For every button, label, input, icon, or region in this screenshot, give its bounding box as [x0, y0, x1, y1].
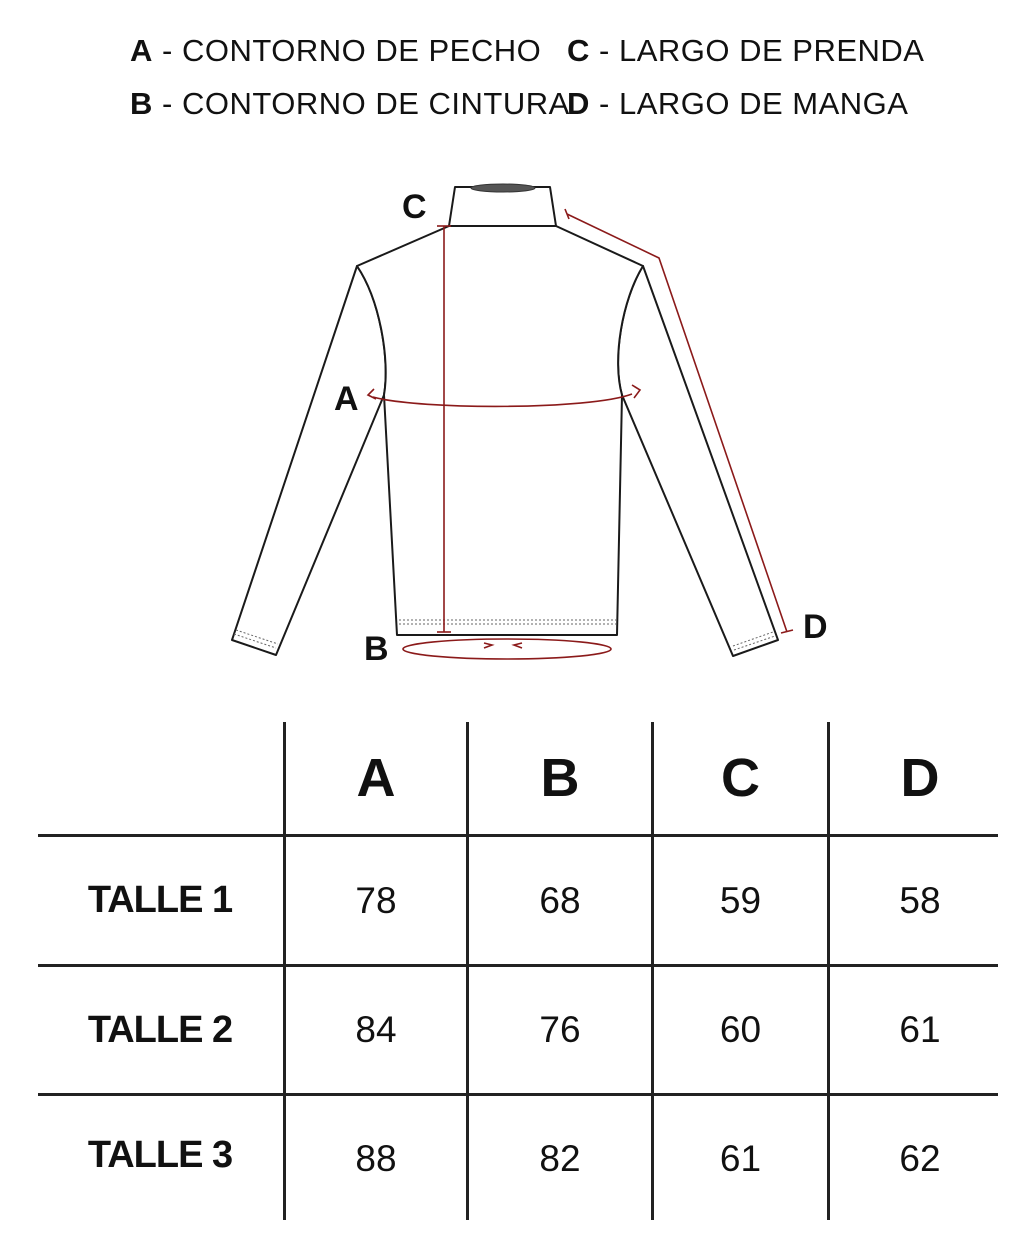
table-cell: 59: [719, 879, 762, 921]
table-cell: 82: [539, 1138, 581, 1179]
row-header-talle-3: TALLE 3: [87, 1133, 233, 1176]
label-a: A: [334, 380, 359, 418]
table-cell: 61: [899, 1009, 941, 1050]
legend-text: LARGO DE MANGA: [618, 86, 909, 121]
legend-separator: -: [589, 33, 619, 68]
label-b: B: [364, 630, 389, 668]
legend-letter: A: [130, 33, 153, 68]
table-cell: 68: [539, 879, 581, 921]
row-header-talle-2: TALLE 2: [87, 1008, 233, 1051]
legend-item-d: [567, 86, 908, 122]
label-d: D: [803, 608, 828, 646]
legend-separator: -: [152, 33, 182, 68]
table-hline: [38, 964, 998, 967]
table-vline: [827, 722, 830, 1220]
legend-letter: B: [130, 86, 153, 121]
legend-item-b: [130, 86, 570, 122]
table-hline: [38, 1093, 998, 1096]
sweater-outline: [232, 184, 778, 656]
legend-text: LARGO DE PRENDA: [618, 33, 925, 68]
table-cell: 62: [899, 1138, 941, 1179]
legend-text: CONTORNO DE CINTURA: [181, 86, 570, 121]
column-header-a: A: [356, 748, 396, 808]
garment-diagram: [0, 160, 1024, 680]
table-cell: 78: [355, 879, 397, 921]
legend-separator: -: [589, 86, 619, 121]
table-vline: [466, 722, 469, 1220]
legend-letter: D: [567, 86, 590, 121]
table-vline: [283, 722, 286, 1220]
legend-item-c: [567, 33, 924, 69]
table-cell: 60: [719, 1009, 762, 1050]
label-c: C: [402, 188, 427, 226]
table-hline: [38, 834, 998, 837]
legend-letter: C: [567, 33, 590, 68]
table-cell: 84: [355, 1009, 397, 1050]
table-cell: 76: [539, 1009, 581, 1050]
row-header-talle-1: TALLE 1: [87, 879, 233, 921]
column-header-d: D: [900, 748, 940, 808]
table-vline: [651, 722, 654, 1220]
legend-item-a: [130, 33, 541, 69]
legend-text: CONTORNO DE PECHO: [181, 33, 542, 68]
column-header-c: C: [721, 748, 760, 808]
table-cell: 61: [719, 1138, 762, 1179]
column-header-b: B: [540, 748, 580, 808]
legend-separator: -: [152, 86, 182, 121]
table-cell: 88: [355, 1138, 397, 1179]
table-cell: 58: [899, 879, 941, 921]
